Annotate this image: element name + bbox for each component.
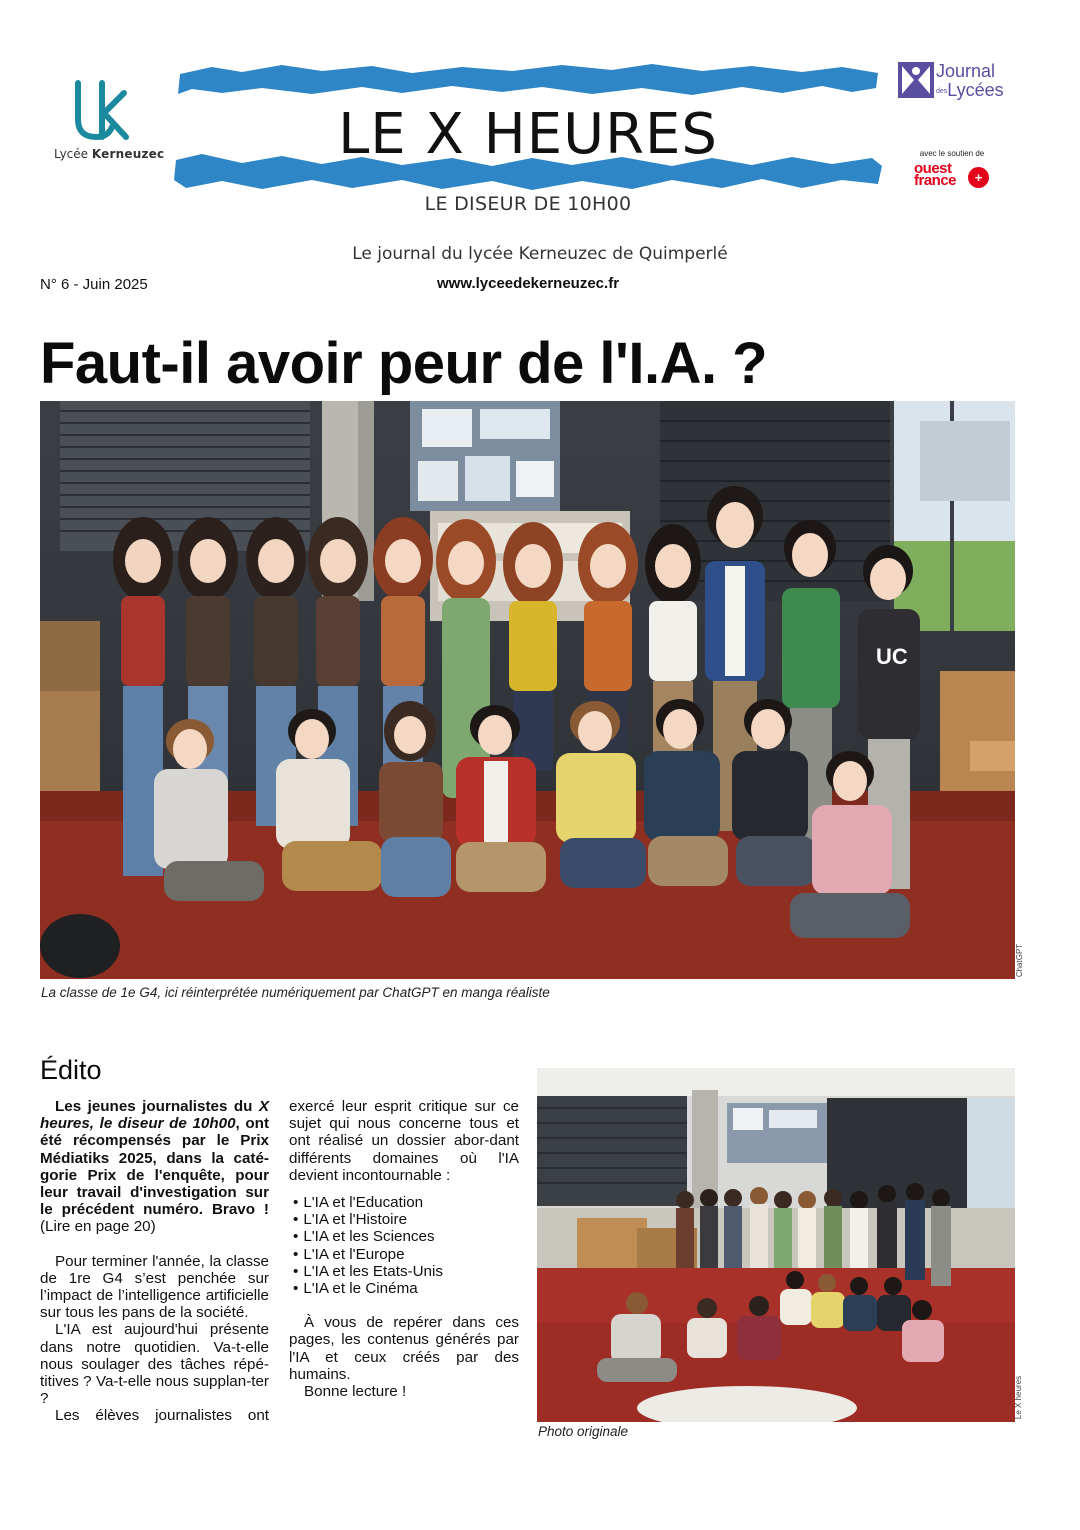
school-name-main: Kerneuzec [91, 147, 165, 161]
second-image-caption: Photo originale [538, 1424, 629, 1439]
school-monogram-icon [72, 79, 132, 141]
edito-heading: Édito [40, 1055, 102, 1085]
original-photo-image [537, 1068, 1015, 1422]
manga-class-photo-image [40, 401, 1015, 979]
main-image-caption: La classe de 1e G4, ici réinterprétée numériquement par ChatGPT en manga réaliste [41, 985, 550, 1000]
edito-paragraph-4-start: Les élèves journalistes ont [55, 1407, 269, 1425]
jdl-emblem-icon [898, 62, 934, 98]
masthead [172, 62, 884, 196]
edito-topic-list [289, 1194, 519, 1297]
list-item: • L'IA et l'Histoire [289, 1211, 519, 1228]
masthead-title: LE X HEURES [338, 102, 718, 167]
svg-text:UC: UC [876, 644, 908, 669]
main-illustration [40, 401, 1015, 979]
edito-p1-bold-b: , ont été récompensés par le Prix Médiatiks 2025, dans la caté-gorie Prix de l'enquête, pour leur travail d'investigation sur le précédent numéro. Bravo ! [40, 1115, 269, 1219]
headline: Faut-il avoir peur de l'I.A. ? [40, 331, 768, 396]
edito-paragraph-3: L'IA est aujourd'hui présente dans notre quotidien. Va-t-elle nous soulager des tâches répé-titives ? Va-t-elle nous supplan-ter ? [40, 1321, 269, 1408]
ouest-france-line1: ouest [914, 160, 952, 177]
school-name [54, 147, 164, 161]
support-text: avec le soutien de [919, 149, 985, 158]
edito-p1-italic: X heures, le diseur de 10h00 [40, 1098, 269, 1133]
newspaper-subtitle: Le journal du lycée Kerneuzec de Quimperlé [352, 244, 728, 264]
website-link[interactable]: www.lyceedekerneuzec.fr [437, 275, 620, 292]
edito-paragraph-4: exercé leur esprit critique sur ce sujet qui nous concerne tous et ont réalisé un dossier abor-dant différents domaines où l'IA devient incontournable : [289, 1098, 519, 1184]
school-name-prefix: Lycée [54, 147, 89, 161]
main-image-credit [1015, 944, 1029, 980]
tagline: LE DISEUR DE 10H00 [424, 193, 632, 215]
list-item: • L'IA et les Etats-Unis [289, 1263, 519, 1280]
edito-p1-normal: (Lire en page 20) [40, 1218, 156, 1236]
edito-column-2 [289, 1098, 519, 1400]
edito-p1-bold-a: Les jeunes journalistes du [55, 1098, 259, 1115]
jdl-line2: des [936, 87, 948, 95]
list-item: • L'IA et les Sciences [289, 1228, 519, 1245]
ouest-france-cross-icon: + [968, 167, 989, 188]
journal-des-lycees-logo [896, 60, 1016, 104]
issue-number: N° 6 - Juin 2025 [40, 276, 148, 293]
ouest-france-logo [914, 160, 994, 193]
school-logo [50, 75, 165, 170]
main-image-credit-text: ChatGPT [1015, 943, 1025, 978]
second-image-credit-text: Le X heures [1014, 1375, 1024, 1420]
original-class-photo [537, 1068, 1015, 1422]
edito-paragraph-5: À vous de repérer dans ces pages, les contenus générés par l'IA et ceux créés par des humains. [289, 1314, 519, 1383]
edito-paragraph-1 [40, 1098, 269, 1236]
edito-column-1 [40, 1098, 269, 1425]
list-item: • L'IA et le Cinéma [289, 1280, 519, 1297]
jdl-line3: Lycées [947, 80, 1004, 100]
edito-paragraph-2: Pour terminer l'année, la classe de 1re G4 s’est penchée sur l’impact de l’intelligence artificielle sur tous les pans de la société. [40, 1252, 269, 1322]
list-item: • L'IA et l'Education [289, 1194, 519, 1211]
edito-paragraph-6: Bonne lecture ! [304, 1383, 407, 1401]
ouest-france-line2: france [914, 172, 957, 189]
jdl-line1: Journal [936, 61, 996, 81]
second-image-credit [1015, 1375, 1029, 1423]
list-item: • L'IA et l'Europe [289, 1246, 519, 1263]
